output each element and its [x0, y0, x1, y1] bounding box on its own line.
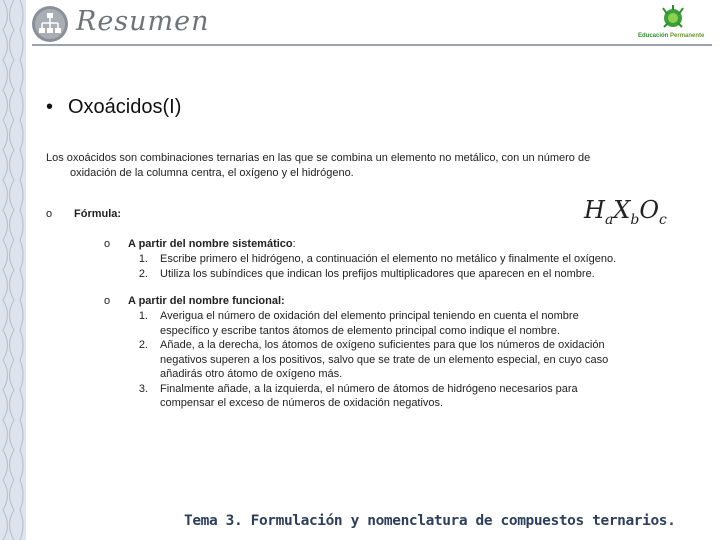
list-item [134, 267, 616, 282]
brand-name-part1: Educación [638, 33, 669, 39]
step-number: 1. [138, 253, 148, 265]
formula-h: H [584, 196, 605, 224]
step-number: 2. [138, 339, 148, 351]
systematic-title: A partir del nombre sistemático [128, 238, 293, 250]
formula-sub-a: a [604, 211, 614, 228]
formula-bullet: o [46, 208, 53, 220]
list-item [134, 382, 608, 411]
intro-line-2: oxidación de la columna centra, el oxígeno y el hidrógeno. [70, 167, 354, 179]
section-heading [46, 96, 181, 119]
heading-bullet: • [46, 96, 54, 118]
systematic-bullet: o [104, 238, 111, 250]
page-title: Resumen [76, 6, 210, 37]
systematic-colon: : [292, 238, 296, 250]
list-item [134, 338, 608, 382]
formula-sub-c: c [659, 211, 667, 228]
step-text-line: específico y escribe tantos átomos de elemento principal como indique el nombre. [160, 324, 560, 337]
formula-label [46, 208, 121, 220]
functional-title: A partir del nombre funcional: [128, 295, 285, 307]
formula-x: X [613, 196, 631, 224]
step-text-line: compensar el exceso de números de oxidación negativos. [160, 397, 444, 409]
step-number: 1. [138, 310, 148, 322]
functional-bullet: o [104, 295, 111, 307]
footer-title: Tema 3. Formulación y nomenclatura de compuestos ternarios. [184, 513, 676, 529]
step-text-line: negativos superen a los positivos, salvo que se trate de un elemento especial, en cuyo caso [160, 353, 609, 366]
wave-pattern-icon [0, 0, 26, 540]
step-text-line: añadirás otro átomo de oxígeno más. [160, 368, 343, 380]
intro-paragraph [46, 151, 686, 181]
decorative-left-strip [0, 0, 26, 540]
heading-text: Oxoácidos(I) [68, 96, 182, 118]
list-item [134, 309, 608, 338]
step-text: Escribe primero el hidrógeno, a continuación el elemento no metálico y finalmente el oxígeno. [160, 253, 617, 265]
step-number: 2. [138, 267, 148, 280]
header-divider [32, 44, 712, 46]
step-text-line: Añade, a la derecha, los átomos de oxígeno suficientes para que los números de oxidación [160, 339, 605, 351]
step-number: 3. [138, 382, 148, 395]
list-item [134, 252, 616, 267]
general-formula [584, 196, 667, 228]
step-text-line: Finalmente añade, a la izquierda, el número de átomos de hidrógeno necesarios para [160, 382, 578, 395]
formula-o: O [639, 196, 660, 224]
systematic-steps [134, 252, 616, 281]
step-text-line: Averigua el número de oxidación del elemento principal teniendo en cuenta el nombre [160, 310, 579, 322]
formula-label-text: Fórmula: [74, 208, 122, 220]
formula-sub-b: b [630, 211, 640, 228]
brand-name [638, 33, 704, 39]
intro-line-1: Los oxoácidos son combinaciones ternarias en las que se combina un elemento no metálico, con un número de [46, 152, 591, 164]
functional-steps [134, 309, 608, 411]
step-text: Utiliza los subíndices que indican los prefijos multiplicadores que aparecen en el nombre. [160, 267, 595, 280]
sitemap-icon [30, 4, 70, 44]
brand-name-part2: Permanente [670, 33, 705, 39]
